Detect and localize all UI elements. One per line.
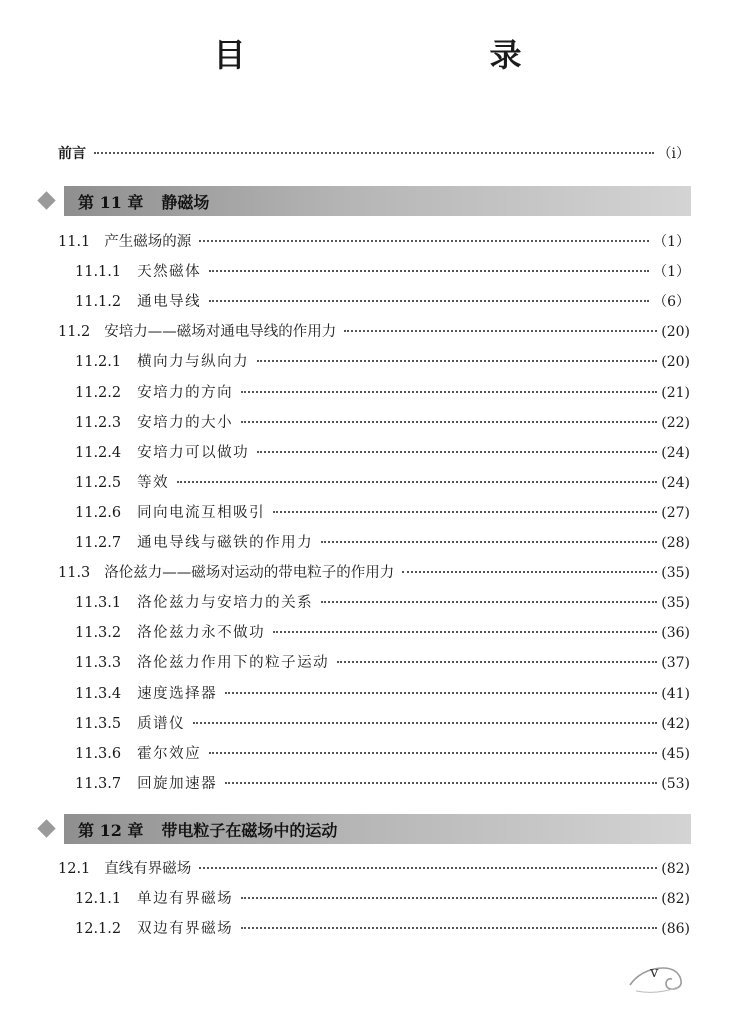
- section-title: 天然磁体: [137, 264, 202, 280]
- page-ref: (20): [661, 324, 690, 340]
- dot-leader: [94, 151, 654, 154]
- toc-entry-subsection[interactable]: [75, 743, 690, 765]
- section-title: 洛伦兹力永不做功: [137, 625, 266, 641]
- dot-leader: [321, 600, 657, 603]
- page-ref: (21): [661, 385, 690, 401]
- toc-entry-section[interactable]: [58, 562, 690, 584]
- chapter-title: 静磁场: [161, 192, 210, 212]
- page-ref: (20): [661, 354, 690, 370]
- page-ref: (24): [661, 445, 690, 461]
- dot-leader: [241, 926, 657, 929]
- section-number: 12.1.1: [75, 891, 122, 907]
- section-title: 安培力的大小: [137, 415, 234, 431]
- section-title: 通电导线与磁铁的作用力: [137, 535, 314, 551]
- dot-leader: [273, 510, 657, 513]
- page-ref: (82): [661, 861, 690, 877]
- page-ref: (36): [661, 625, 690, 641]
- page-ref: (82): [661, 891, 690, 907]
- section-title: 安培力的方向: [137, 385, 234, 401]
- dot-leader: [257, 359, 657, 362]
- section-title: 直线有界磁场: [104, 861, 192, 877]
- dot-leader: [344, 329, 657, 332]
- dot-leader: [241, 390, 657, 393]
- section-title: 回旋加速器: [137, 776, 218, 792]
- dot-leader: [193, 721, 657, 724]
- page-ref: (28): [661, 535, 690, 551]
- page-ref: (24): [661, 475, 690, 491]
- toc-entry-subsection[interactable]: [75, 412, 690, 434]
- dot-leader: [241, 420, 657, 423]
- section-title: 横向力与纵向力: [137, 354, 250, 370]
- toc-entry-subsection[interactable]: [75, 472, 690, 494]
- toc-entry-subsection[interactable]: [75, 502, 690, 524]
- page-ref: (53): [661, 776, 690, 792]
- dot-leader: [209, 269, 649, 272]
- chapter-bar: [64, 814, 691, 844]
- section-title: 洛伦兹力作用下的粒子运动: [137, 655, 330, 671]
- section-number: 11.2.2: [75, 385, 122, 401]
- dot-leader: [225, 691, 657, 694]
- diamond-bullet-icon: [37, 819, 55, 837]
- section-number: 11.3.5: [75, 716, 122, 732]
- section-number: 11.3.2: [75, 625, 122, 641]
- dot-leader: [199, 239, 649, 242]
- toc-entry-section[interactable]: [58, 321, 690, 343]
- toc-entry-subsection[interactable]: [75, 622, 690, 644]
- chapter-heading[interactable]: [38, 814, 691, 844]
- page-ref: (27): [661, 505, 690, 521]
- section-title: 霍尔效应: [137, 746, 202, 762]
- page-ref: (42): [661, 716, 690, 732]
- section-number: 12.1: [58, 861, 91, 877]
- page-ref: (35): [661, 595, 690, 611]
- toc-entry-subsection[interactable]: [75, 442, 690, 464]
- toc-entry-section[interactable]: [58, 231, 690, 253]
- chapter-heading[interactable]: [38, 186, 691, 216]
- section-number: 11.2: [58, 324, 91, 340]
- toc-entry-subsection[interactable]: [75, 532, 690, 554]
- section-title: 通电导线: [137, 294, 202, 310]
- dot-leader: [321, 540, 657, 543]
- section-number: 11.1: [58, 234, 91, 250]
- section-number: 11.2.4: [75, 445, 122, 461]
- dot-leader: [241, 896, 657, 899]
- section-title: 产生磁场的源: [104, 234, 192, 250]
- page-ref: （6）: [653, 294, 690, 310]
- dot-leader: [337, 660, 657, 663]
- toc-entry-subsection[interactable]: [75, 351, 690, 373]
- section-number: 11.1.1: [75, 264, 122, 280]
- dot-leader: [225, 781, 657, 784]
- diamond-bullet-icon: [37, 191, 55, 209]
- toc-entry-subsection[interactable]: [75, 291, 690, 313]
- page-number-ornament: [628, 955, 686, 995]
- dot-leader: [177, 480, 657, 483]
- section-title: 安培力——磁场对通电导线的作用力: [104, 324, 337, 340]
- toc-entry-section[interactable]: [58, 858, 690, 880]
- page-title: 目 录: [213, 36, 582, 74]
- dot-leader: [257, 450, 657, 453]
- toc-entry-subsection[interactable]: [75, 261, 690, 283]
- page-ref: (22): [661, 415, 690, 431]
- section-number: 11.3.4: [75, 686, 122, 702]
- section-number: 11.2.6: [75, 505, 122, 521]
- toc-entry-preface[interactable]: [58, 143, 690, 165]
- page-ref: (35): [661, 565, 690, 581]
- page-ref: (86): [661, 921, 690, 937]
- toc-entry-subsection[interactable]: [75, 918, 690, 940]
- section-number: 11.3.1: [75, 595, 122, 611]
- dot-leader: [273, 630, 657, 633]
- section-number: 11.2.7: [75, 535, 122, 551]
- page-ref: （1）: [653, 234, 690, 250]
- page-ref: （ⅰ）: [657, 146, 690, 162]
- section-title: 等效: [137, 475, 170, 491]
- toc-entry-subsection[interactable]: [75, 683, 690, 705]
- section-number: 11.3: [58, 565, 91, 581]
- page-ref: （1）: [653, 264, 690, 280]
- section-number: 11.3.7: [75, 776, 122, 792]
- section-title: 质谱仪: [137, 716, 186, 732]
- toc-entry-subsection[interactable]: [75, 713, 690, 735]
- page-ref: (45): [661, 746, 690, 762]
- section-number: 11.3.3: [75, 655, 122, 671]
- toc-entry-subsection[interactable]: [75, 888, 690, 910]
- section-number: 12.1.2: [75, 921, 122, 937]
- section-title: 速度选择器: [137, 686, 218, 702]
- dot-leader: [402, 570, 657, 573]
- dot-leader: [209, 299, 649, 302]
- section-number: 11.2.1: [75, 354, 122, 370]
- page-ref: (41): [661, 686, 690, 702]
- section-title: 同向电流互相吸引: [137, 505, 266, 521]
- chapter-title: 带电粒子在磁场中的运动: [161, 820, 338, 840]
- toc-entry-subsection[interactable]: [75, 652, 690, 674]
- toc-entry-subsection[interactable]: [75, 382, 690, 404]
- toc-entry-subsection[interactable]: [75, 773, 690, 795]
- section-number: 11.2.3: [75, 415, 122, 431]
- toc-entry-subsection[interactable]: [75, 592, 690, 614]
- chapter-label: 第 11 章: [78, 192, 144, 212]
- section-title: 安培力可以做功: [137, 445, 250, 461]
- section-title: 洛伦兹力——磁场对运动的带电粒子的作用力: [104, 565, 395, 581]
- section-title: 单边有界磁场: [137, 891, 234, 907]
- page-number: v: [650, 963, 659, 981]
- section-number: 11.2.5: [75, 475, 122, 491]
- section-title: 前言: [58, 146, 86, 162]
- dot-leader: [199, 866, 657, 869]
- dot-leader: [209, 751, 657, 754]
- section-number: 11.1.2: [75, 294, 122, 310]
- section-title: 洛伦兹力与安培力的关系: [137, 595, 314, 611]
- chapter-bar: [64, 186, 691, 216]
- page-ref: (37): [661, 655, 690, 671]
- chapter-label: 第 12 章: [78, 820, 144, 840]
- section-number: 11.3.6: [75, 746, 122, 762]
- section-title: 双边有界磁场: [137, 921, 234, 937]
